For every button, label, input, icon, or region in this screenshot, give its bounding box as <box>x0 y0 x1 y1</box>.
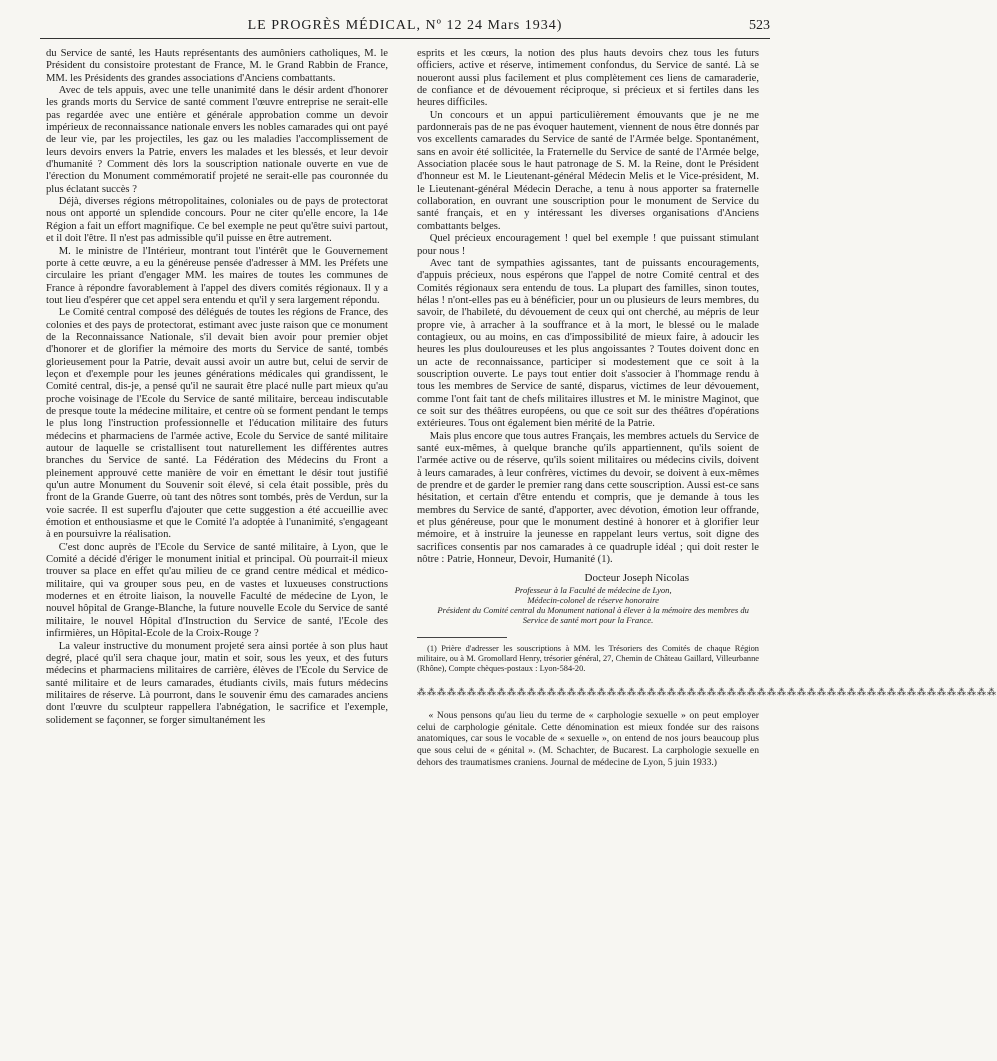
paragraph: Mais plus encore que tous autres Français, les membres actuels du Service de santé eux-mêmes, à quelque branche qu'ils appartiennent, qu'ils soient de l'armée active ou de réserve, qu'ils soient militaires ou médecins civils, doivent à leurs camarades, à leur confrères, victimes du devoir, se doivent à eux-mêmes de prendre et de garder le premier rang dans cette souscription. Aussi est-ce sans hésitation, et certain d'être entendu et compris, que je demande à tous les membres du Service de santé, d'apporter, avec dévotion, émotion leur offrande, et plus généreuse, pour que le monument destiné à honorer et à glorifier leur mémoire, et à instruire la jeunesse en rappelant leurs vertus, soit digne des sacrifices consentis par nos camarades à ce quadruple idéal ; qui doit rester le nôtre : Patrie, Honneur, Devoir, Humanité (1). <box>417 430 759 566</box>
paragraph: esprits et les cœurs, la notion des plus hauts devoirs chez tous les futurs officiers, active et réserve, intimement confondus, du Service de santé. Là se noueront aussi plus facilement et plus complètement ces liens de camaraderie, de confiance et de dévouement réciproque, si précieux et si fertiles dans les heures difficiles. <box>417 48 759 109</box>
quoted-excerpt: « Nous pensons qu'au lieu du terme de « carphologie sexuelle » on peut employer celui de carphologie génitale. Cette dénomination est mieux fondée sur des raisons anatomiques, car sous le vocable de « sexuelle », on entend de nos jours beaucoup plus que sous celui de « génital ». (M. Schachter, de Bucarest. La carphologie sexuelle en dehors des traumatismes craniens. Journal de médecine de Lyon, 5 juin 1933.) <box>417 710 759 768</box>
right-column <box>417 48 997 768</box>
paragraph: Un concours et un appui particulièrement émouvants que je ne me pardonnerais pas de ne pas évoquer hautement, viennent de nous être donnés par vos excellents camarades du Service de santé de l'Armée belge. Spontanément, sans en avoir été sollicitée, la Fraternelle du Service de santé de l'Armée belge, Association placée sous le haut patronage de S. M. la Reine, dont le Président d'honneur est M. le Lieutenant-général Médecin Melis et le Vice-président, M. le Lieutenant-général Médecin Derache, a tenu à nous apporter sa fraternelle collaboration, en ouvrant une souscription pour le monument de Service du santé français, et en y intéressant les diverses organisations d'Anciens combattants belges. <box>417 109 759 232</box>
paragraph: du Service de santé, les Hauts représentants des aumôniers catholiques, M. le Président du consistoire protestant de France, M. le Grand Rabbin de France, MM. les Présidents des grandes associations d'Anciens combattants. <box>46 48 388 84</box>
paragraph: Avec de tels appuis, avec une telle unanimité dans le désir ardent d'honorer les grands morts du Service de santé comment l'œuvre entreprise ne serait-elle pas regardée avec une entière et générale approbation comme un devoir impérieux de reconnaissance nationale envers les nobles camarades qui ont payé de leur vie, par les projectiles, les gaz ou les maladies l'accomplissement de leurs devoirs envers la Patrie, envers les malades et les blessés, et leur devoir d'humanité ? Comment dès lors la souscription nationale ouverte en vue de l'érection du Monument commémoratif projeté ne serait-elle pas couronnée du plus éclatant succès ? <box>46 85 388 195</box>
author-signature: Docteur Joseph Nicolas <box>584 572 689 585</box>
page-number: 523 <box>749 18 770 33</box>
paragraph: Déjà, diverses régions métropolitaines, coloniales ou de pays de protectorat nous ont apporté un splendide concours. Pour ne citer qu'elle encore, la 14e Région a fait un effort magnifique. Ce bel exemple ne peut qu'être suivi partout, et il doit l'être. Il n'est pas admissible qu'il puisse en être autrement. <box>46 196 388 245</box>
footnote-divider <box>417 637 507 638</box>
paragraph: C'est donc auprès de l'Ecole du Service de santé militaire, à Lyon, que le Comité a décidé d'ériger le monument initial et principal. Où pourrait-il mieux trouver sa place en effet qu'au milieu de ce grand centre médical et médico-militaire, qui va grouper sous peu, en de vastes et luxueuses constructions modernes et en étroite liaison, la nouvelle Faculté de médecine de Lyon, le nouvel hôpital de Grange-Blanche, la future nouvelle Ecole du Service de santé militaire, le nouvel Hôpital d'Instruction du Service de santé, l'Ecole des infirmières, un Hôpital-Ecole de la Croix-Rouge ? <box>46 541 388 640</box>
paragraph: Quel précieux encouragement ! quel bel exemple ! que puissant stimulant pour nous ! <box>417 233 759 257</box>
footnote: (1) Prière d'adresser les souscriptions à MM. les Trésoriers des Comités de chaque Région militaire, ou à M. Gromollard Henry, trésorier général, 27, Chemin de Château Gaillard, Villeurbanne (Rhône), Compte chèques-postaux : Lyon-584-20. <box>417 643 759 673</box>
paragraph: La valeur instructive du monument projeté sera ainsi portée à son plus haut degré, placé qu'il sera chaque jour, matin et soir, sous les yeux, et des futurs médecins et pharmaciens militaires de carrière, élèves de l'Ecole du Service de santé militaire et de leurs camarades, étudiants civils, mais futurs médecins militaires de réserve. Là pourront, dans le souvenir ému des camarades anciens dont l'œuvre du sculpteur rappellera l'abnégation, le sacrifice et l'exemple, solidement se façonner, se forger simultanément les <box>46 640 388 726</box>
left-column <box>46 48 388 727</box>
author-title: Professeur à la Faculté de médecine de Lyon, <box>514 584 672 595</box>
paragraph: Avec tant de sympathies agissantes, tant de puissants encouragements, d'appuis précieux, nous espérons que l'appel de notre Comité central et des Comités régionaux sera entendu de tous. La plupart des familles, sinon toutes, hélas ! n'ont-elles pas eu à bénéficier, pour un ou plusieurs de leurs membres, du savoir, de l'habileté, du dévouement de ceux qui ont cherché, au mépris de leur propre vie, à arracher à la souffrance et à la mort, le blessé ou le malade contagieux, ou au moins, en cas d'impossibilité de mieux faire, à adoucir les heures les plus douloureuses et les plus angoissantes ? Toutes doivent donc en un acte de reconnaissance, participer si modestement que ce soit à la souscription ouverte. Le pays tout entier doit s'associer à l'hommage rendu à tous les membres de Service de santé, disparus, victimes de leur dévouement, comme l'ont fait tant de chefs militaires illustres et M. le ministre Maginot, que ce soit sur des théâtres européens, ou que ce soit sur des théâtres d'opérations extérieures. Tous ont également bien mérité de la Patrie. <box>417 257 759 430</box>
paragraph: Le Comité central composé des délégués de toutes les régions de France, des colonies et des pays de protectorat, estimant avec juste raison que ce monument de la Reconnaissance Nationale, s'il devait bien avoir pour premier objet d'honorer et de glorifier la mémoire des morts du Service de santé, tombés glorieusement pour la Patrie, devait aussi avoir un autre but, celui de servir de leçon et d'exemple pour les jeunes générations médicales qui grandissent, le Comité central, dis-je, a pensé qu'il ne saurait être placé nulle part mieux qu'au proche voisinage de l'Ecole du Service de santé militaire, berceau indiscutable de presque toute la médecine militaire, et centre où se forment pendant le temps le plus long l'instruction professionnelle et l'éducation militaire des futurs médecins et pharmaciens de l'armée active, Ecole du Service de santé militaire autour de laquelle se cristallisent tout naturellement les différentes autres branches du Service de santé. La Fédération des Médecins du Front a pleinement approuvé cette manière de voir en émettant le désir tout justifié qu'un autre Monument du Souvenir soit élevé, si cela était possible, près du front de la Grande Guerre, où tant des nôtres sont tombés, près de Verdun, sur la voie sacrée. Il est superflu d'ajouter que cette suggestion a été accueillie avec émotion et enthousiasme et que le Comité l'a adoptée à l'unanimité, s'engageant à en poursuivre la réalisation. <box>46 307 388 541</box>
author-title: Médecin-colonel de réserve honoraire <box>527 594 659 605</box>
ornamental-divider: ⁂⁂⁂⁂⁂⁂⁂⁂⁂⁂⁂⁂⁂⁂⁂⁂⁂⁂⁂⁂⁂⁂⁂⁂⁂⁂⁂⁂⁂⁂⁂⁂⁂⁂⁂⁂⁂⁂⁂⁂⁂⁂⁂⁂⁂⁂⁂⁂⁂⁂⁂⁂⁂⁂⁂⁂⁂⁂ <box>417 686 997 697</box>
author-title: Président du Comité central du Monument national à élever à la mémoire des membres du Service de santé mort pour la France. <box>437 604 749 625</box>
running-title: LE PROGRÈS MÉDICAL, Nº 12 24 Mars 1934) <box>247 18 563 33</box>
paragraph: M. le ministre de l'Intérieur, montrant tout l'intérêt que le Gouvernement porte à cette œuvre, a eu la généreuse pensée d'adresser à MM. les Préfets une circulaire les priant d'engager MM. les maires de toutes les communes de France à répondre favorablement à l'appel des divers comités régionaux. Il y a tout lieu d'espérer que cet appel sera entendu et qu'il y sera largement répondu. <box>46 245 388 306</box>
page-header <box>40 16 770 39</box>
